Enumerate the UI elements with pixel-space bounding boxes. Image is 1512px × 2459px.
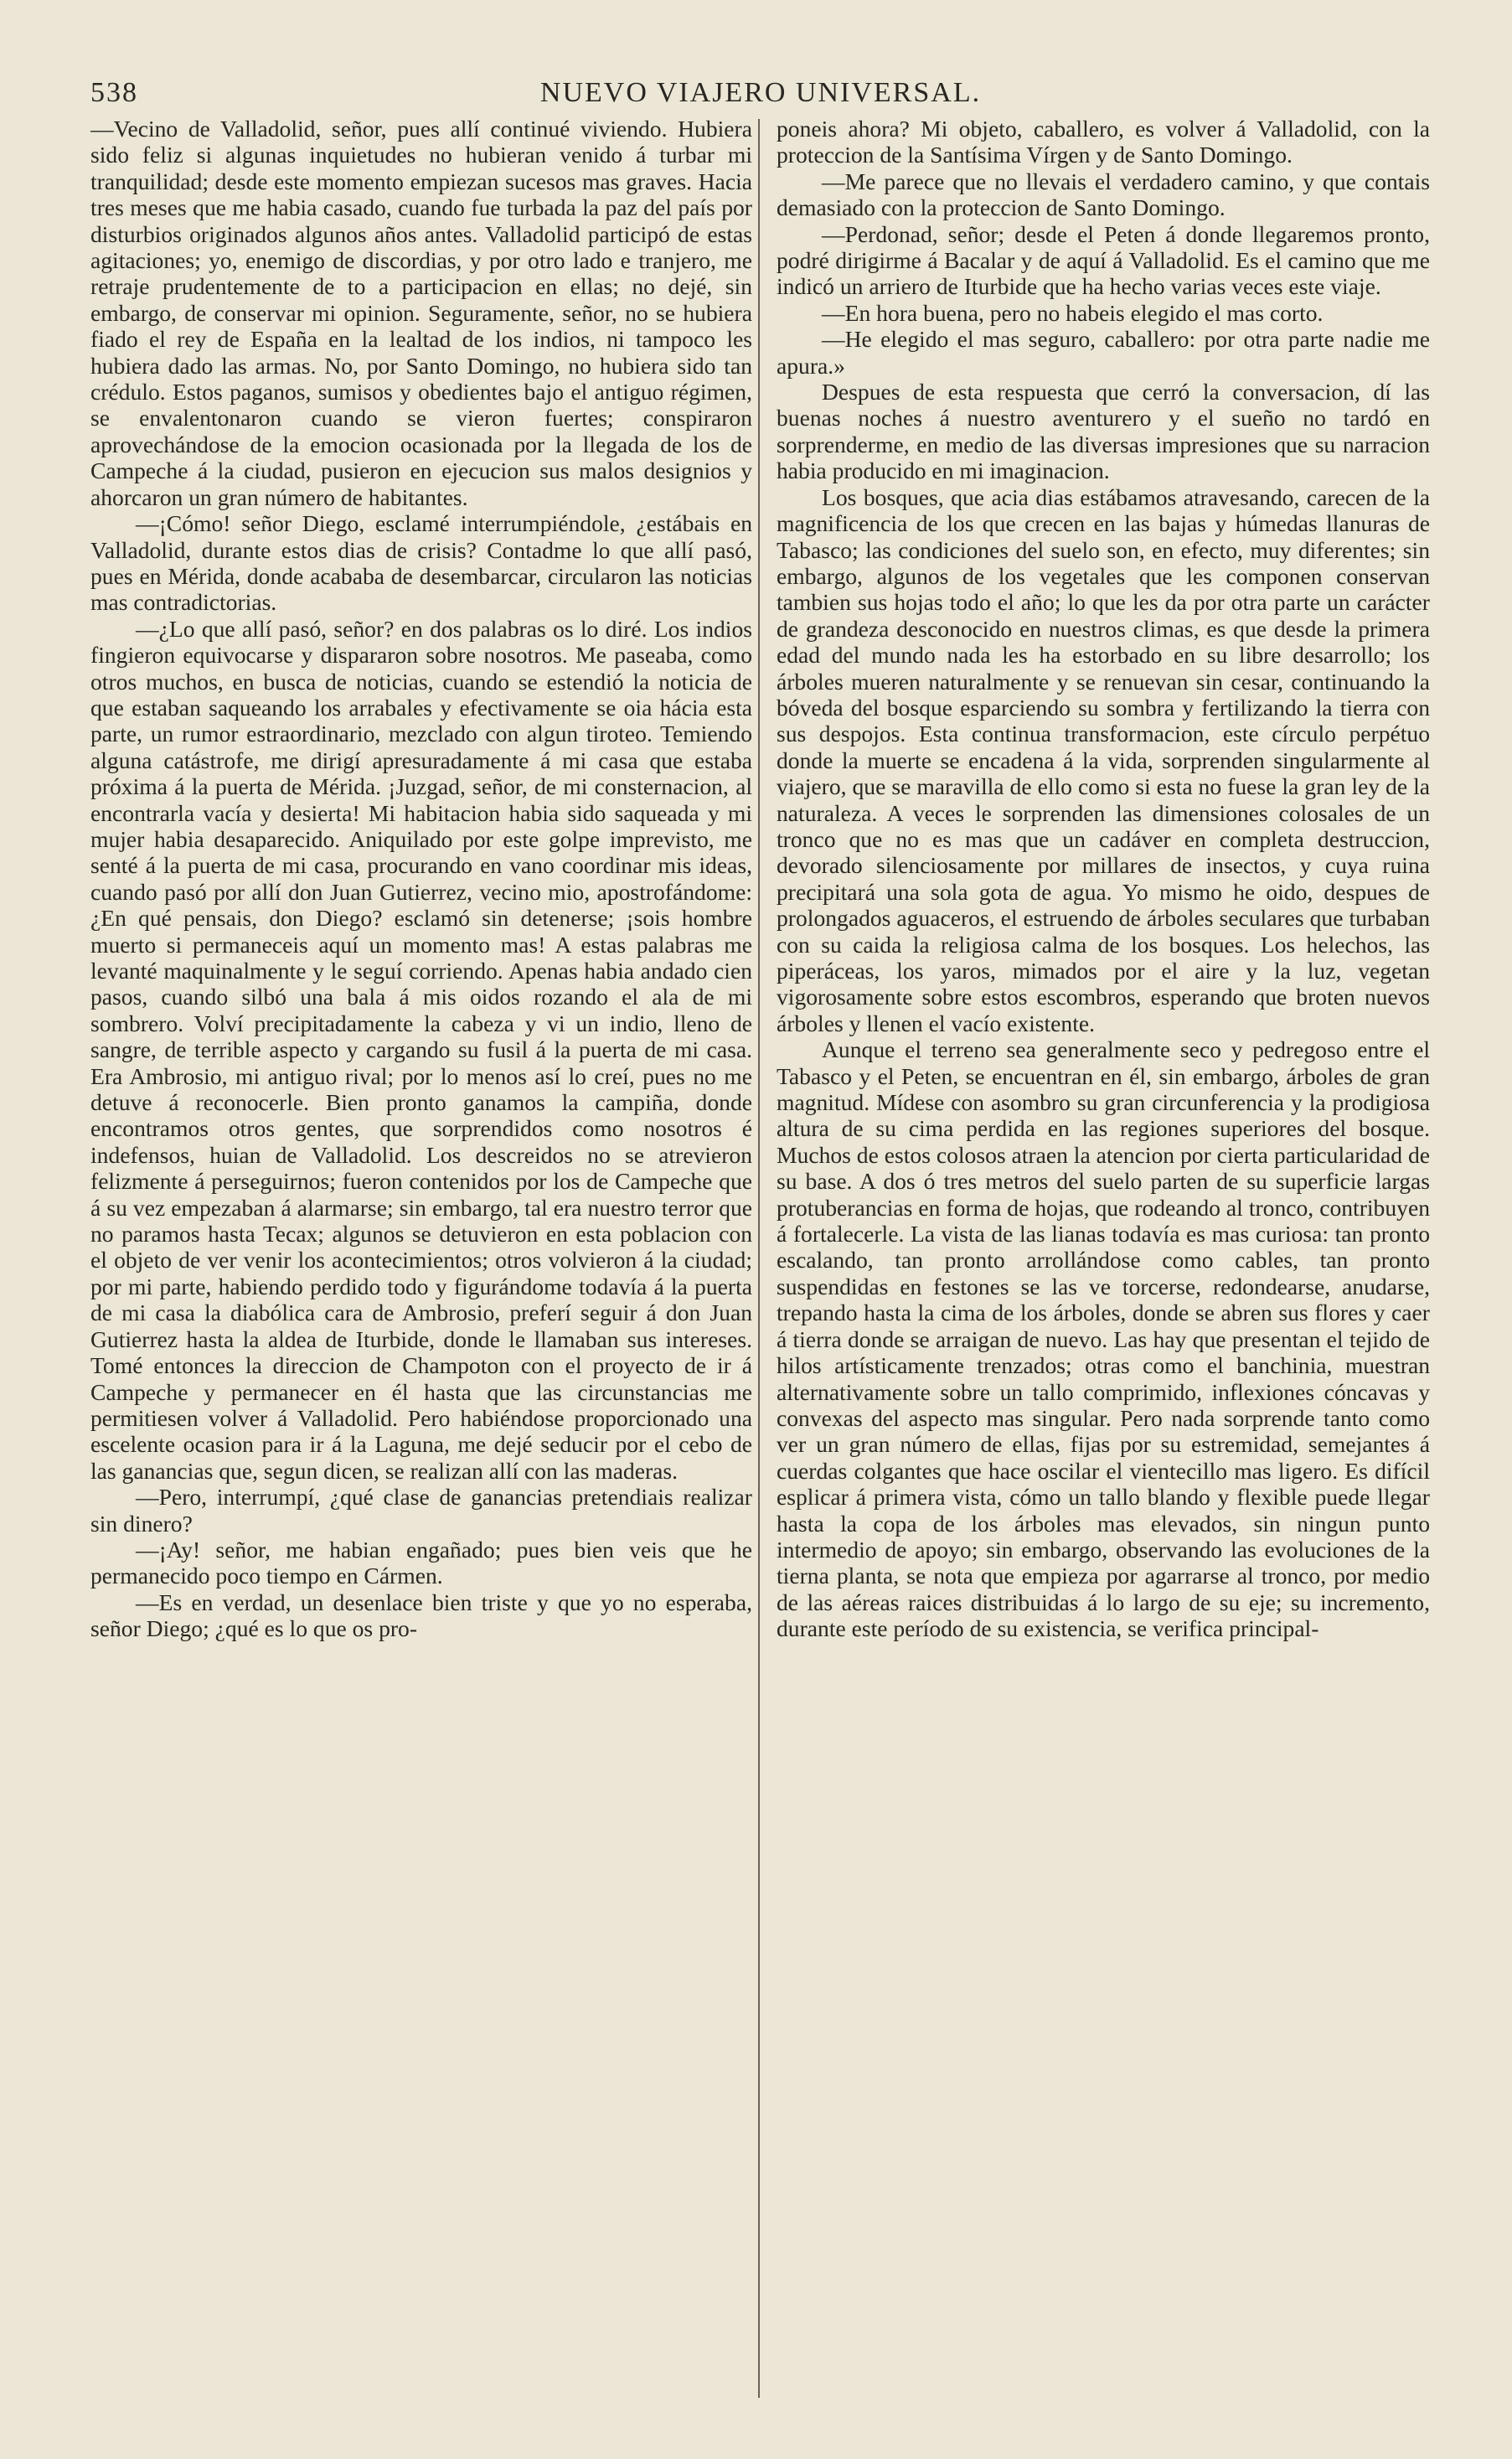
paragraph: —Es en verdad, un desenlace bien triste y que yo no esperaba, señor Diego; ¿qué es lo que os pro-: [90, 1589, 752, 1642]
paragraph: Aunque el terreno sea generalmente seco y pedregoso entre el Tabasco y el Peten, se encuentran en él, sin embargo, árboles de gran magnitud. Mídese con asombro su gran circunferencia y la prodigiosa altura de su cima perdida en las regiones superiores del bosque. Muchos de estos colosos atraen la atencion por cierta particularidad de su base. A dos ó tres metros del suelo parten de su superficie largas protuberancias en forma de hojas, que rodeando al tronco, contribuyen á fortalecerle. La vista de las lianas todavía es mas curiosa: tan pronto escalando, tan pronto arrollándose como cables, tan pronto suspendidas en festones se las ve torcerse, redondearse, anudarse, trepando hasta la cima de los árboles, donde se abren sus flores y caer á tierra donde se arraigan de nuevo. Las hay que presentan el tejido de hilos artísticamente trenzados; otras como el banchinia, muestran alternativamente sobre un tallo comprimido, inflexiones cóncavas y convexas del aspecto mas singular. Pero nada sorprende tanto como ver un gran número de ellas, fijas por su estremidad, semejantes á cuerdas colgantes que hace oscilar el vientecillo mas ligero. Es difícil esplicar á primera vista, cómo un tallo blando y flexible puede llegar hasta la copa de los árboles mas elevados, sin ningun punto intermedio de apoyo; sin embargo, observando las evoluciones de la tierna planta, se nota que empieza por agarrarse al tronco, por medio de las aéreas raices distribuidas á lo largo de su eje; su incremento, durante este período de su existencia, se verifica principal-: [777, 1036, 1430, 1642]
paragraph: —Pero, interrumpí, ¿qué clase de ganancias pretendiais realizar sin dinero?: [90, 1484, 752, 1537]
paragraph: —¡Cómo! señor Diego, esclamé interrumpiéndole, ¿estábais en Valladolid, durante estos dias de crisis? Contadme lo que allí pasó, pues en Mérida, donde acababa de desembarcar, circularon las noticias mas contradictorias.: [90, 510, 752, 616]
paragraph: —En hora buena, pero no habeis elegido el mas corto.: [822, 299, 1324, 326]
paragraph: —Perdonad, señor; desde el Peten á donde llegaremos pronto, podré dirigirme á Bacalar y de aquí á Valladolid. Es el camino que me indicó un arriero de Iturbide que ha hecho varias veces este viaje.: [777, 220, 1430, 300]
right-column: [777, 116, 1430, 2403]
paragraph: —¡Ay! señor, me habian engañado; pues bien veis que he permanecido poco tiempo en Cármen.: [90, 1536, 752, 1589]
paragraph: —Me parece que no llevais el verdadero camino, y que contais demasiado con la proteccion de Santo Domingo.: [777, 168, 1430, 221]
paragraph: poneis ahora? Mi objeto, caballero, es volver á Valladolid, con la proteccion de la Santísima Vírgen y de Santo Domingo.: [777, 116, 1430, 168]
paragraph: Los bosques, que acia dias estábamos atravesando, carecen de la magnificencia de los que crecen en las bajas y húmedas llanuras de Tabasco; las condiciones del suelo son, en efecto, muy diferentes; sin embargo, algunos de los vegetales que les componen conservan tambien sus hojas todo el año; lo que les da por otra parte un carácter de grandeza desconocido en nuestros climas, es que desde la primera edad del mundo nada les ha estorbado en su libre desarrollo; los árboles mueren naturalmente y se renuevan sin cesar, continuando la bóveda del bosque esparciendo su sombra y fertilizando la tierra con sus despojos. Esta continua transformacion, este círculo perpétuo donde la muerte se encadena á la vida, sorprenden singularmente al viajero, que se maravilla de ello como si esta no fuese la gran ley de la naturaleza. A veces le sorprenden las dimensiones colosales de un tronco que no es mas que un cadáver en completa destruccion, devorado silenciosamente por millares de insectos, y cuya ruina precipitará una sola gota de agua. Yo mismo he oido, despues de prolongados aguaceros, el estruendo de árboles seculares que turbaban con su caida la religiosa calma de los bosques. Los helechos, las piperáceas, los yaros, mimados por el aire y la luz, vegetan vigorosamente sobre estos escombros, esperando que broten nuevos árboles y llenen el vacío existente.: [777, 483, 1430, 1036]
page-header: [90, 77, 1431, 119]
column-divider: [758, 119, 760, 2398]
paragraph: —Vecino de Valladolid, señor, pues allí continué viviendo. Hubiera sido feliz si algunas inquietudes no hubieran venido á turbar mi tranquilidad; desde este momento empiezan sucesos mas graves. Hacia tres meses que me habia casado, cuando fue turbada la paz del país por disturbios originados algunos años antes. Valladolid participó de estas agitaciones; yo, enemigo de discordias, y por otro lado e tranjero, me retraje prudentemente de to a participacion en ellas; no dejé, sin embargo, de conservar mi opinion. Seguramente, señor, no se hubiera fiado el rey de España en la lealtad de los indios, ni tampoco les hubiera dado las armas. No, por Santo Domingo, no hubiera sido tan crédulo. Estos paganos, sumisos y obedientes bajo el antiguo régimen, se envalentonaron cuando se vieron fuertes; conspiraron aprovechándose de la emocion ocasionada por la llegada de los de Campeche á la ciudad, pusieron en ejecucion sus malos designios y ahorcaron un gran número de habitantes.: [90, 116, 752, 510]
paragraph: Despues de esta respuesta que cerró la conversacion, dí las buenas noches á nuestro aventurero y el sueño no tardó en sorprenderme, en medio de las diversas impresiones que su narracion habia producido en mi imaginacion.: [777, 379, 1430, 484]
paragraph: —He elegido el mas seguro, caballero: por otra parte nadie me apura.»: [777, 326, 1430, 379]
page-number: 538: [90, 77, 138, 108]
paragraph: —¿Lo que allí pasó, señor? en dos palabras os lo diré. Los indios fingieron equivocarse y dispararon sobre nosotros. Me paseaba, como otros muchos, en busca de noticias, cuando se estendió la noticia de que estaban saqueando los arrabales y efectivamente se oia hácia esta parte, un rumor estraordinario, mezclado con algun tiroteo. Temiendo alguna catástrofe, me dirigí apresuradamente á mi casa que estaba próxima á la puerta de Mérida. ¡Juzgad, señor, de mi consternacion, al encontrarla vacía y desierta! Mi habitacion habia sido saqueada y mi mujer habia desaparecido. Aniquilado por este golpe imprevisto, me senté á la puerta de mi casa, procurando en vano coordinar mis ideas, cuando pasó por allí don Juan Gutierrez, vecino mio, apostrofándome: ¿En qué pensais, don Diego? esclamó sin detenerse; ¡sois hombre muerto si permaneceis aquí un momento mas! A estas palabras me levanté maquinalmente y le seguí corriendo. Apenas habia andado cien pasos, cuando silbó una bala á mis oidos rozando el ala de mi sombrero. Volví precipitadamente la cabeza y vi un indio, lleno de sangre, de terrible aspecto y cargando su fusil á la puerta de mi casa. Era Ambrosio, mi antiguo rival; por lo menos así lo creí, pues no me detuve á reconocerle. Bien pronto ganamos la campiña, donde encontramos otros gentes, que sorprendidos como nosotros é indefensos, huian de Valladolid. Los descreidos no se atrevieron felizmente á perseguirnos; fueron contenidos por los de Campeche que á su vez empezaban á alarmarse; sin embargo, tal era nuestro terror que no paramos hasta Tecax; algunos se detuvieron en esta poblacion con el objeto de ver venir los acontecimientos; otros volvieron á la ciudad; por mi parte, habiendo perdido todo y figurándome todavía á la puerta de mi casa la diabólica cara de Ambrosio, preferí seguir á don Juan Gutierrez hasta la aldea de Iturbide, donde le llamaban sus intereses. Tomé entonces la direccion de Champoton con el proyecto de ir á Campeche y permanecer en él hasta que las circunstancias me permitiesen volver á Valladolid. Pero habiéndose proporcionado una escelente ocasion para ir á la Laguna, me dejé seducir por el cebo de las ganancias que, segun dicen, se realizan allí con las maderas.: [90, 615, 752, 1484]
running-title: NUEVO VIAJERO UNIVERSAL.: [539, 77, 982, 108]
left-column: [90, 116, 752, 2403]
